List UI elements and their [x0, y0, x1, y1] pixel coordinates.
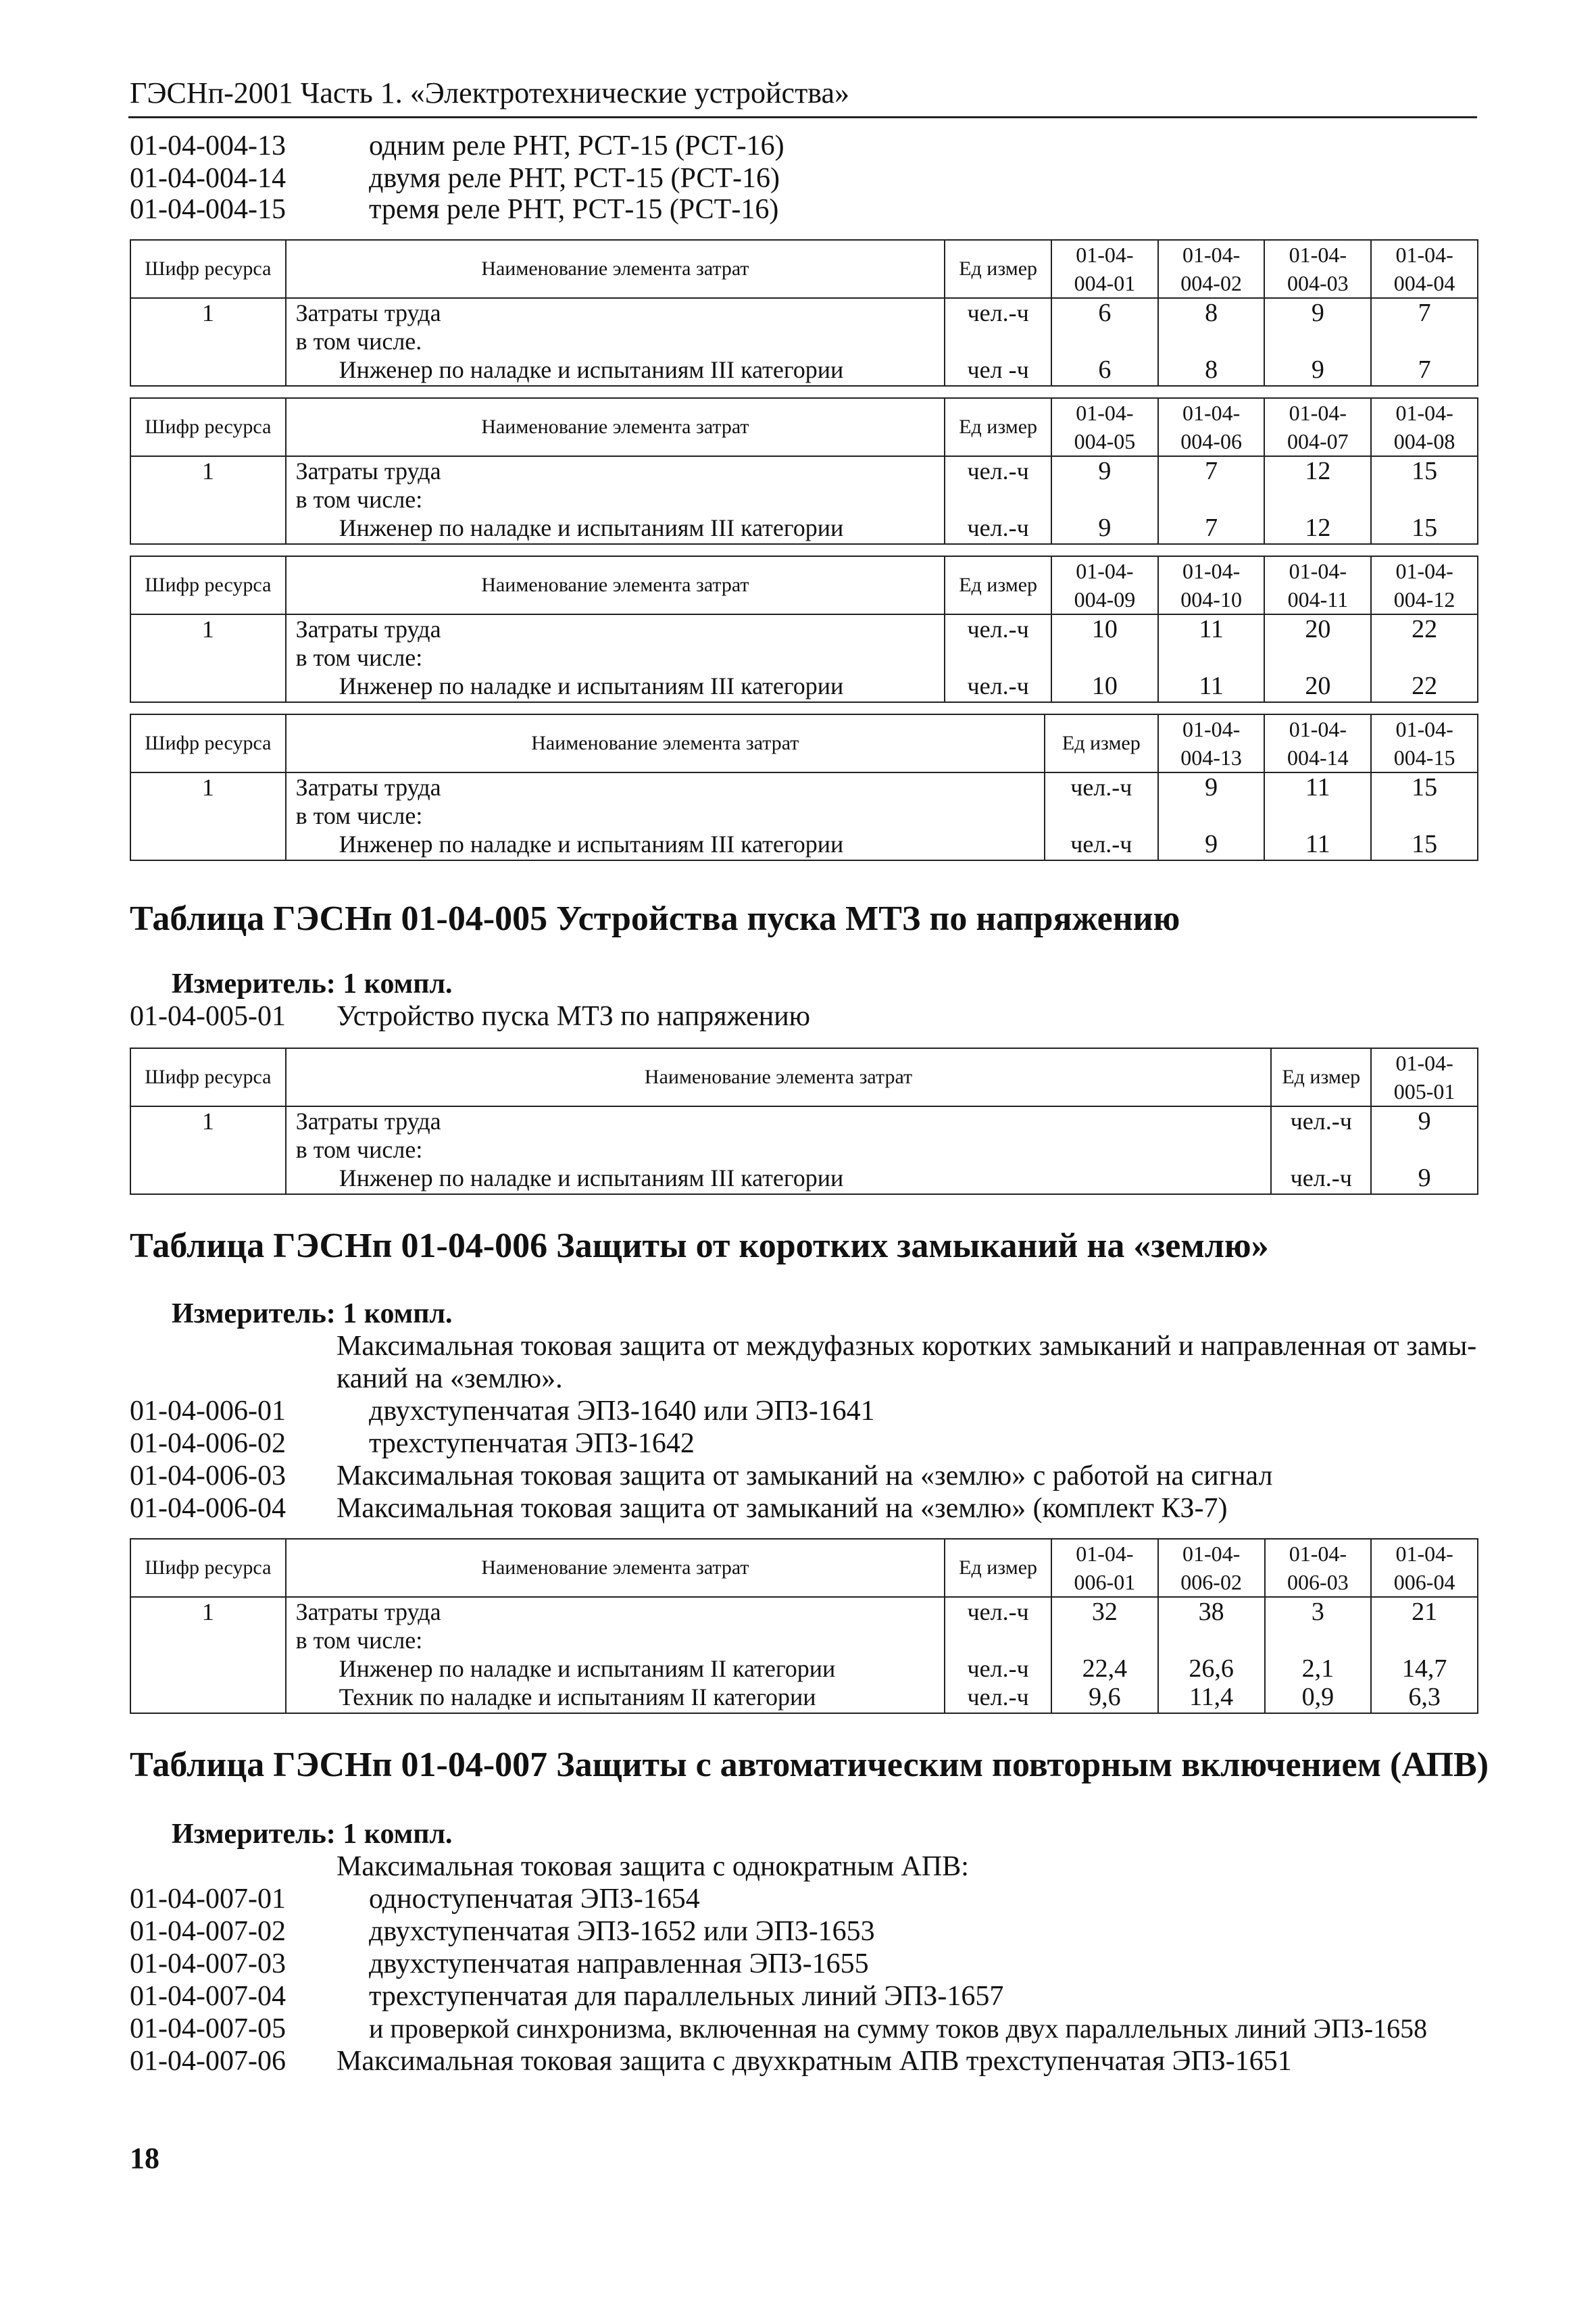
item-code: 01-04-007-03: [130, 1948, 286, 1979]
col-header-norm: 01-04- 004-01: [1051, 240, 1158, 298]
col-header-norm: 01-04- 004-02: [1158, 240, 1265, 298]
value-cell: 10 10: [1051, 614, 1158, 702]
section-title-007: Таблица ГЭСНп 01-04-007 Защиты с автоматическим повторным включением (АПВ): [130, 1746, 1489, 1784]
cost-table-004-b: [130, 397, 1478, 545]
col-header-unit: Ед измер: [945, 556, 1051, 614]
item-code: 01-04-004-14: [130, 163, 286, 194]
section-title-005: Таблица ГЭСНп 01-04-005 Устройства пуска МТЗ по напряжению: [130, 900, 1180, 938]
cost-element: Затраты труда в том числе: Инженер по наладке и испытаниям III категории: [286, 456, 945, 544]
unit-cell: чел.-ч чел.-ч: [1045, 772, 1158, 860]
unit-cell: чел.-ч чел.-ч: [945, 456, 1051, 544]
item-code: 01-04-007-05: [130, 2013, 286, 2044]
item-code: 01-04-006-01: [130, 1396, 286, 1427]
col-header-code: Шифр ресурса: [130, 1539, 286, 1597]
section-description: Максимальная токовая защита с однократным АПВ:: [336, 1851, 969, 1882]
item-code: 01-04-007-02: [130, 1916, 286, 1947]
item-text: двухступенчатая ЭПЗ-1652 или ЭПЗ-1653: [369, 1916, 875, 1947]
resource-code: 1: [130, 456, 286, 544]
item-code: 01-04-007-01: [130, 1884, 286, 1915]
item-text: Максимальная токовая защита от замыканий на «землю» с работой на сигнал: [336, 1460, 1273, 1492]
value-cell: 32 22,4 9,6: [1051, 1597, 1158, 1713]
value-cell: 15 15: [1371, 772, 1478, 860]
running-header: ГЭСНп-2001 Часть 1. «Электротехнические устройства»: [130, 76, 850, 109]
item-text: двумя реле РНТ, РСТ-15 (РСТ-16): [369, 163, 780, 194]
item-text: Устройство пуска МТЗ по напряжению: [336, 1001, 811, 1032]
col-header-norm: 01-04- 004-04: [1371, 240, 1478, 298]
col-header-norm: 01-04- 006-04: [1371, 1539, 1478, 1597]
unit-cell: чел.-ч чел.-ч: [945, 614, 1051, 702]
cost-table-004-a: [130, 239, 1478, 387]
col-header-norm: 01-04- 006-01: [1051, 1539, 1158, 1597]
col-header-norm: 01-04- 004-13: [1158, 714, 1265, 772]
col-header-name: Наименование элемента затрат: [286, 1539, 945, 1597]
item-code: 01-04-006-04: [130, 1493, 286, 1524]
col-header-norm: 01-04- 004-08: [1371, 398, 1478, 456]
item-text: Максимальная токовая защита с двухкратным АПВ трехступенчатая ЭПЗ-1651: [336, 2046, 1292, 2077]
value-cell: 6 6: [1051, 298, 1158, 386]
resource-code: 1: [130, 1597, 286, 1713]
col-header-name: Наименование элемента затрат: [286, 556, 945, 614]
value-cell: 22 22: [1371, 614, 1478, 702]
value-cell: 9 9: [1051, 456, 1158, 544]
resource-code: 1: [130, 298, 286, 386]
col-header-code: Шифр ресурса: [130, 1048, 286, 1106]
col-header-code: Шифр ресурса: [130, 398, 286, 456]
col-header-norm: 01-04- 005-01: [1371, 1048, 1478, 1106]
section-title-006: Таблица ГЭСНп 01-04-006 Защиты от коротких замыканий на «землю»: [130, 1227, 1269, 1265]
col-header-unit: Ед измер: [945, 398, 1051, 456]
item-text: тремя реле РНТ, РСТ-15 (РСТ-16): [369, 194, 779, 225]
item-text: трехступенчатая ЭПЗ-1642: [369, 1428, 695, 1459]
value-cell: 7 7: [1158, 456, 1265, 544]
measurer: Измеритель: 1 компл.: [172, 1298, 453, 1329]
col-header-norm: 01-04- 004-12: [1371, 556, 1478, 614]
resource-code: 1: [130, 614, 286, 702]
page-number: 18: [130, 2142, 159, 2175]
col-header-norm: 01-04- 004-11: [1264, 556, 1371, 614]
value-cell: 12 12: [1264, 456, 1371, 544]
value-cell: 3 2,1 0,9: [1265, 1597, 1372, 1713]
cost-table-005: [130, 1048, 1478, 1195]
col-header-norm: 01-04- 004-14: [1264, 714, 1371, 772]
item-code: 01-04-007-06: [130, 2046, 286, 2077]
col-header-norm: 01-04- 006-03: [1265, 1539, 1372, 1597]
item-code: 01-04-007-04: [130, 1981, 286, 2012]
col-header-norm: 01-04- 004-05: [1051, 398, 1158, 456]
cost-element: Затраты труда в том числе: Инженер по наладке и испытаниям III категории: [286, 1106, 1272, 1194]
cost-table-004-d: [130, 714, 1478, 861]
value-cell: 7 7: [1371, 298, 1478, 386]
item-code: 01-04-004-15: [130, 194, 286, 225]
col-header-norm: 01-04- 006-02: [1158, 1539, 1265, 1597]
value-cell: 20 20: [1264, 614, 1371, 702]
item-text: одним реле РНТ, РСТ-15 (РСТ-16): [369, 130, 784, 162]
cost-element: Затраты труда в том числе: Инженер по наладке и испытаниям III категории: [286, 614, 945, 702]
resource-code: 1: [130, 1106, 286, 1194]
header-rule: [128, 116, 1477, 118]
value-cell: 15 15: [1371, 456, 1478, 544]
col-header-code: Шифр ресурса: [130, 240, 286, 298]
col-header-norm: 01-04- 004-07: [1264, 398, 1371, 456]
cost-table-004-c: [130, 556, 1478, 703]
value-cell: 11 11: [1264, 772, 1371, 860]
section-description: каний на «землю».: [336, 1363, 563, 1394]
measurer: Измеритель: 1 компл.: [172, 968, 453, 1000]
col-header-name: Наименование элемента затрат: [286, 398, 945, 456]
unit-cell: чел.-ч чел.-ч: [1271, 1106, 1371, 1194]
item-code: 01-04-006-02: [130, 1428, 286, 1459]
value-cell: 21 14,7 6,3: [1371, 1597, 1478, 1713]
col-header-unit: Ед измер: [1045, 714, 1158, 772]
cost-element: Затраты труда в том числе. Инженер по наладке и испытаниям III категории: [286, 298, 945, 386]
col-header-norm: 01-04- 004-03: [1264, 240, 1371, 298]
item-text: Максимальная токовая защита от замыканий на «землю» (комплект КЗ-7): [336, 1493, 1228, 1524]
item-text: двухступенчатая ЭПЗ-1640 или ЭПЗ-1641: [369, 1396, 875, 1427]
col-header-name: Наименование элемента затрат: [286, 240, 945, 298]
col-header-norm: 01-04- 004-06: [1158, 398, 1265, 456]
item-code: 01-04-006-03: [130, 1460, 286, 1492]
measurer: Измеритель: 1 компл.: [172, 1819, 453, 1850]
col-header-norm: 01-04- 004-10: [1158, 556, 1265, 614]
col-header-norm: 01-04- 004-15: [1371, 714, 1478, 772]
section-description: Максимальная токовая защита от междуфазных коротких замыканий и направленная от замы-: [336, 1331, 1477, 1362]
unit-cell: чел.-ч чел.-ч чел.-ч: [945, 1597, 1051, 1713]
item-code: 01-04-004-13: [130, 130, 286, 162]
value-cell: 11 11: [1158, 614, 1265, 702]
item-text: трехступенчатая для параллельных линий ЭПЗ-1657: [369, 1981, 1004, 2012]
value-cell: 9 9: [1264, 298, 1371, 386]
cost-table-006: [130, 1538, 1478, 1714]
item-text: двухступенчатая направленная ЭПЗ-1655: [369, 1948, 869, 1979]
unit-cell: чел.-ч чел -ч: [945, 298, 1051, 386]
col-header-unit: Ед измер: [1271, 1048, 1371, 1106]
item-text: одноступенчатая ЭПЗ-1654: [369, 1884, 700, 1915]
item-text: и проверкой синхронизма, включенная на сумму токов двух параллельных линий ЭПЗ-1658: [369, 2013, 1428, 2044]
cost-element: Затраты труда в том числе: Инженер по наладке и испытаниям III категории: [286, 772, 1045, 860]
cost-element: Затраты труда в том числе: Инженер по наладке и испытаниям II категории Техник по наладке и испытаниям II категории: [286, 1597, 945, 1713]
resource-code: 1: [130, 772, 286, 860]
col-header-code: Шифр ресурса: [130, 714, 286, 772]
col-header-unit: Ед измер: [945, 240, 1051, 298]
value-cell: 38 26,6 11,4: [1158, 1597, 1265, 1713]
value-cell: 8 8: [1158, 298, 1265, 386]
item-code: 01-04-005-01: [130, 1001, 286, 1032]
value-cell: 9 9: [1158, 772, 1265, 860]
col-header-code: Шифр ресурса: [130, 556, 286, 614]
col-header-unit: Ед измер: [945, 1539, 1051, 1597]
col-header-name: Наименование элемента затрат: [286, 714, 1045, 772]
col-header-norm: 01-04- 004-09: [1051, 556, 1158, 614]
col-header-name: Наименование элемента затрат: [286, 1048, 1272, 1106]
value-cell: 9 9: [1371, 1106, 1478, 1194]
